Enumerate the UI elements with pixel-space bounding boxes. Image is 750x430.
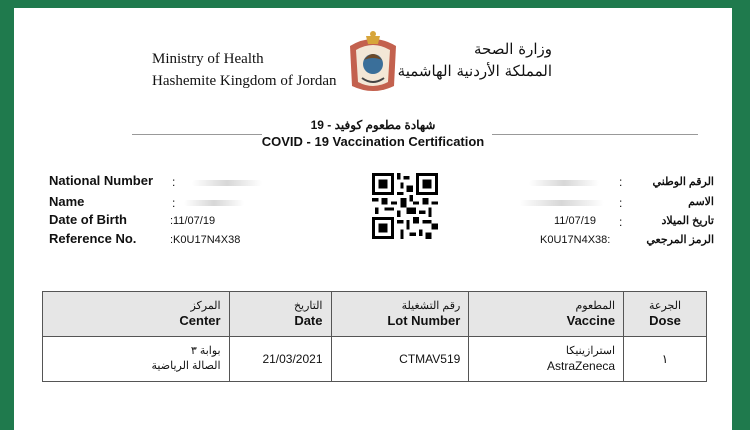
cell-center — [43, 337, 230, 382]
title-arabic: شهادة مطعوم كوفيد - 19 — [310, 118, 436, 132]
column-header-date — [229, 292, 331, 337]
name-colon-ar: : — [619, 196, 623, 210]
column-header-center-en: Center — [179, 313, 221, 328]
national-number-redacted-ar — [529, 180, 599, 186]
title-english: COVID - 19 Vaccination Certification — [261, 134, 485, 149]
jordan-coat-of-arms-icon — [344, 30, 402, 96]
dob-label: Date of Birth — [49, 212, 127, 227]
column-header-center — [43, 292, 230, 337]
name-redacted — [184, 200, 244, 206]
dob-value-ar: 11/07/19 — [554, 215, 597, 227]
cell-dose: ١ — [624, 337, 707, 382]
reference-label-ar: الرمز المرجعي — [646, 234, 714, 246]
dob-value: :11/07/19 — [170, 215, 216, 227]
reference-value: :K0U17N4X38 — [170, 234, 241, 246]
center-line-1: بوابة ٣ — [190, 345, 221, 357]
kingdom-name-ar: المملكة الأردنية الهاشمية — [397, 62, 552, 80]
qr-code — [372, 173, 438, 239]
certificate-card — [14, 8, 732, 430]
national-number-label: National Number — [49, 173, 154, 188]
table-row — [43, 337, 707, 382]
column-header-center-ar: المركز — [190, 300, 221, 312]
header-arabic — [398, 38, 552, 82]
vaccination-table — [42, 291, 707, 382]
column-header-date-en: Date — [294, 313, 323, 328]
name-label-ar: الاسم — [688, 196, 714, 208]
column-header-dose — [624, 292, 707, 337]
center-line-2: الصالة الرياضية — [151, 360, 221, 372]
reference-value-ar: K0U17N4X38: — [540, 234, 611, 246]
column-header-lot-ar: رقم التشغيلة — [401, 300, 461, 312]
vaccine-name-en: AstraZeneca — [547, 359, 616, 373]
kingdom-name-en: Hashemite Kingdom of Jordan — [152, 73, 337, 89]
ministry-name-en: Ministry of Health — [152, 51, 264, 67]
vaccine-name-ar: استرازينيكا — [565, 345, 616, 357]
cell-date: 21/03/2021 — [229, 337, 331, 382]
table-header-row — [43, 292, 707, 337]
name-redacted-ar — [519, 200, 604, 206]
column-header-date-ar: التاريخ — [293, 300, 323, 312]
column-header-vaccine — [469, 292, 624, 337]
column-header-vaccine-ar: المطعوم — [575, 300, 616, 312]
ministry-name-ar: وزارة الصحة — [474, 40, 552, 58]
column-header-dose-ar: الجرعة — [649, 300, 682, 312]
national-number-label-ar: الرقم الوطني — [652, 176, 714, 188]
name-label: Name — [49, 194, 85, 209]
national-number-redacted — [192, 180, 262, 186]
national-number-colon: : — [172, 175, 176, 189]
header-english — [152, 48, 337, 92]
national-number-colon-ar: : — [619, 175, 623, 189]
cell-vaccine — [469, 337, 624, 382]
column-header-vaccine-en: Vaccine — [566, 313, 616, 328]
dob-label-ar: تاريخ الميلاد — [661, 215, 714, 227]
cell-lot-number: CTMAV519 — [331, 337, 469, 382]
column-header-lot-en: Lot Number — [387, 313, 461, 328]
column-header-dose-en: Dose — [649, 313, 681, 328]
name-colon: : — [172, 196, 176, 210]
reference-label: Reference No. — [49, 231, 137, 246]
column-header-lot — [331, 292, 469, 337]
dob-colon-ar: : — [619, 215, 623, 229]
